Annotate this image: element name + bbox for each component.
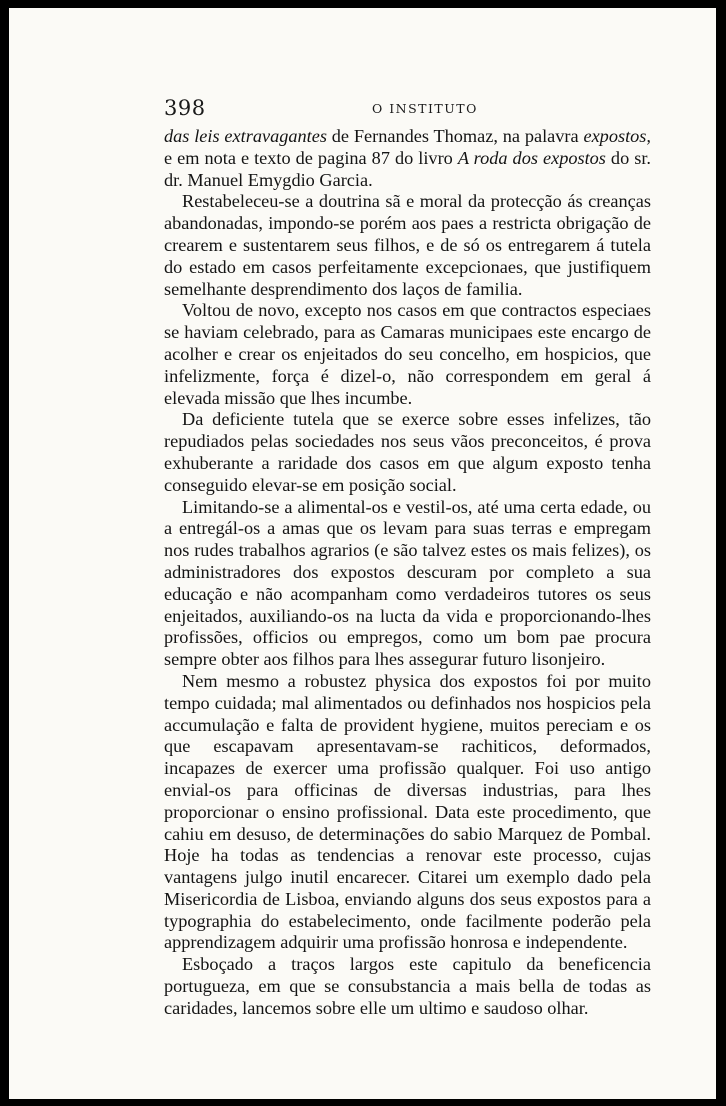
text-run: e em nota e texto de pagina 87 do livro: [164, 147, 458, 168]
paragraph: Limitando-se a alimental-os e vestil-os, até uma certa edade, ou a entregál-os a amas que os levam para suas terras e empregam nos rudes trabalhos agrarios (e são talvez estes os mais felizes), os administradores dos expostos descuram por completo a sua educação e não acompanham como verdadeiros tutores os seus enjeitados, auxiliando-os na lucta da vida e proporcionando-lhes profissões, officios ou empregos, como um bom pae procura sempre obter aos filhos para lhes assegurar futuro lisonjeiro.: [164, 496, 651, 670]
paragraph-continuation: [164, 126, 651, 191]
body-text: [164, 126, 651, 1020]
italic-phrase: das leis extravagantes: [164, 126, 327, 146]
running-title: O INSTITUTO: [372, 101, 478, 116]
text-run: de Fernandes Thomaz, na palavra: [326, 126, 584, 146]
italic-book-title: A roda dos expostos: [457, 147, 606, 168]
paragraph: Restabeleceu-se a doutrina sã e moral da protecção ás creanças abandonadas, impondo-se porém aos paes a restricta obrigação de crearem e sustentarem seus filhos, e de só os entregarem á tutela do estado em casos perfeitamente excepcionaes, que justifiquem semelhante desprendimento dos laços de familia.: [164, 191, 651, 299]
paragraph: Esboçado a traços largos este capitulo da beneficencia portugueza, em que se consubstancia a mais bella de todas as caridades, lancemos sobre elle um ultimo e saudoso olhar.: [164, 954, 651, 1018]
paragraph: Nem mesmo a robustez physica dos expostos foi por muito tempo cuidada; mal alimentados ou definhados nos hospicios pela accumulação e falta de provident hygiene, muitos pereciam e os que escapavam apresentavam-se rachiticos, deformados, incapazes de exercer uma profissão qualquer. Foi uso antigo envial-os para officinas de diversas industrias, para lhes proporcionar o ensino profissional. Data este procedimento, que cahiu em desuso, de determinações do sabio Marquez de Pombal. Hoje ha todas as tendencias a renovar este processo, cujas vantagens julgo inutil encarecer. Citarei um exemplo dado pela Misericordia de Lisboa, enviando alguns dos seus expostos para a typographia do estabelecimento, onde facilmente poderão pela apprendizagem adquirir uma profissão honrosa e independente.: [164, 670, 651, 953]
book-page: [9, 8, 716, 1099]
text-run: do sr. dr. Manuel Emygdio Garcia.: [164, 147, 651, 190]
paragraph: Da deficiente tutela que se exerce sobre esses infelizes, tão repudiados pelas sociedades nos seus vãos preconceitos, é prova exhuberante a raridade dos casos em que algum exposto tenha conseguido elevar-se em posição social.: [164, 409, 651, 495]
page-header: [164, 96, 644, 120]
page-number: 398: [164, 96, 206, 120]
paragraph: Voltou de novo, excepto nos casos em que contractos especiaes se haviam celebrado, para as Camaras municipaes este encargo de acolher e crear os enjeitados do seu concelho, em hospicios, que infelizmente, força é dizel-o, não correspondem em geral á elevada missão que lhes incumbe.: [164, 300, 651, 408]
italic-phrase: expostos,: [583, 126, 651, 146]
